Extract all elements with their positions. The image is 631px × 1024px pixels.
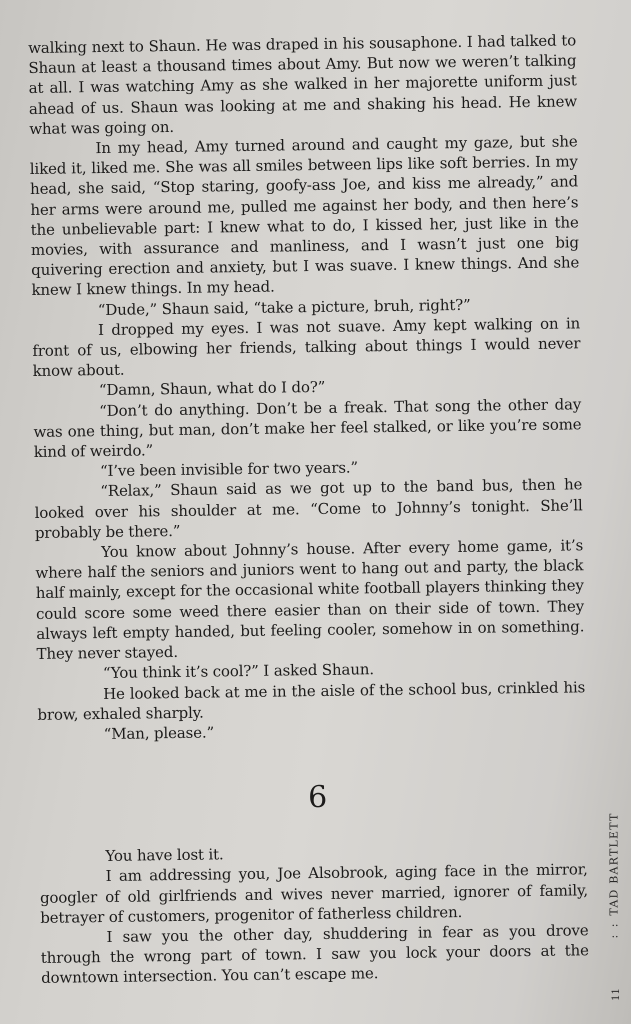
paragraph: “I’ve been invisible for two years.” [99,458,359,481]
page-number-text: 11 [610,987,622,1001]
author-name: TAD BARTLETT [607,812,621,916]
paragraph: He looked back at me in the aisle of the school bus, crinkled his brow, exhaled sharply. [37,677,586,724]
running-head-text [608,812,621,938]
chapter-number: 6 [307,780,328,816]
paragraph: I am addressing you, Joe Alsobrook, aging face in the mirror, googler of old girlfriends and wives never married, ignorer of family, betrayer of customers, progenitor of fatherless children. [39,860,589,927]
paragraph: “Damn, Shaun, what do I do?” [98,378,326,400]
page-number [609,984,623,1004]
paragraph: “You think it’s cool?” I asked Shaun. [102,660,375,683]
paragraph: “Relax,” Shaun said as we got up to the band bus, then he looked over his shoulder at me. “Come to Johnny’s tonight. She’ll probably be there.” [34,475,583,542]
paragraph: walking next to Shaun. He was draped in his sousaphone. I had talked to Shaun at least a thousand times about Amy. But now we weren’t talking at all. I was watching Amy as she walked in her majorette uniform just ahead of us. Shaun was looking at me and shaking his head. He knew what was going on. [28,31,578,138]
running-head [602,810,626,940]
paragraph: “Dude,” Shaun said, “take a picture, bruh, right?” [97,295,471,319]
paragraph: You know about Johnny’s house. After every home game, it’s where half the seniors and juniors went to hang out and party, the black half mainly, except for the occasional white football players thinking they could score some weed there easier than on their side of town. They always left empty handed, but feeling cooler, somehow in on something. They never stayed. [35,536,585,664]
paragraph: “Don’t do anything. Don’t be a freak. That song the other day was one thing, but man, don’t make her feel stalked, or like you’re some kind of weirdo.” [33,394,582,462]
paragraph: In my head, Amy turned around and caught my gaze, but she liked it, liked me. She was all smiles between lips like soft berries. In my head, she said, “Stop staring, goofy-ass Joe, and kiss me already,” and her arms were around me, pulled me against her body, and then here’s the unbelievable part: I knew what to do, I kissed her, just like in the movies, with assurance and manliness, and I wasn’t just one big quivering erection and anxiety, but I was suave. I knew things. And she knew I knew things. In my head. [29,132,580,300]
paragraph: “Man, please.” [103,723,215,743]
paragraph: I dropped my eyes. I was not suave. Amy kept walking on in front of us, elbowing her friends, talking about things I would never know about. [32,314,581,381]
paragraph: I saw you the other day, shuddering in fear as you drove through the wrong part of town. I saw you lock your doors at the downtown intersection. You can’t escape me. [40,921,589,988]
paragraph: You have lost it. [105,845,224,866]
page-text-block [28,30,589,988]
running-head-dots: : : [607,921,621,938]
